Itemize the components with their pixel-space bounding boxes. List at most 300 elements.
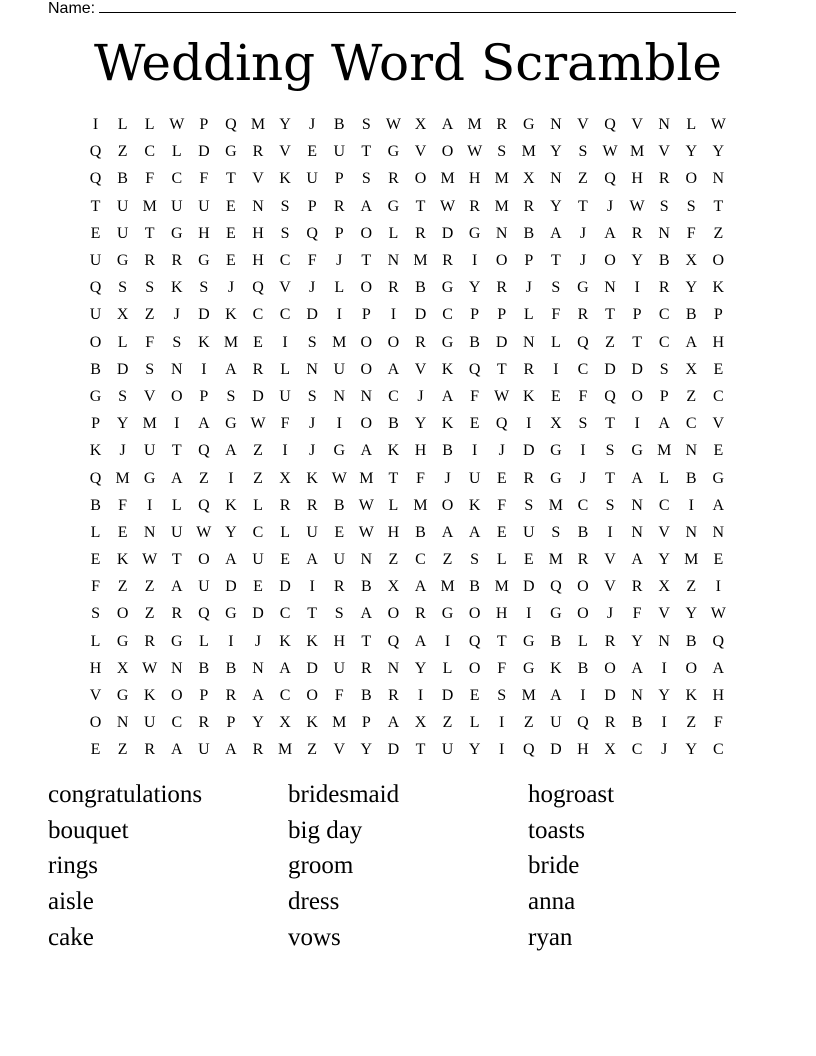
grid-letter: O [387, 605, 400, 623]
grid-letter: N [550, 116, 562, 134]
grid-letter: B [415, 279, 426, 297]
grid-letter: I [499, 714, 505, 732]
grid-letter: S [605, 496, 615, 514]
grid-letter: T [90, 197, 101, 215]
grid-letter: C [279, 252, 291, 270]
name-label: Name: [48, 0, 96, 17]
grid-letter: I [201, 360, 207, 378]
grid-letter: Y [685, 279, 698, 297]
grid-letter: I [553, 360, 559, 378]
grid-letter: N [604, 279, 616, 297]
grid-letter: A [685, 333, 698, 351]
grid-letter: Q [604, 170, 616, 188]
grid-letter: Q [89, 170, 102, 188]
grid-letter: K [306, 469, 318, 487]
grid-letter: P [497, 306, 507, 324]
grid-letter: A [170, 741, 183, 759]
grid-letter: R [144, 741, 156, 759]
grid-letter: Y [360, 741, 373, 759]
grid-letter: F [199, 170, 209, 188]
grid-letter: Q [577, 714, 589, 732]
grid-letter: C [713, 387, 724, 405]
grid-letter: Z [117, 578, 128, 596]
grid-letter: O [387, 333, 400, 351]
grid-letter: G [550, 605, 562, 623]
grid-letter: Z [144, 578, 155, 596]
grid-letter: L [550, 333, 561, 351]
grid-letter: S [497, 687, 507, 705]
grid-letter: D [198, 306, 210, 324]
grid-letter: Z [117, 741, 128, 759]
grid-letter: S [145, 279, 155, 297]
grid-letter: C [631, 741, 643, 759]
grid-letter: I [471, 252, 478, 270]
grid-letter: F [551, 306, 561, 324]
grid-letter: S [497, 143, 507, 161]
grid-letter: U [116, 197, 129, 215]
grid-letter: L [280, 523, 290, 541]
grid-letter: T [307, 605, 318, 623]
grid-letter: J [309, 116, 316, 134]
grid-letter: R [388, 170, 399, 188]
grid-letter: J [309, 279, 316, 297]
grid-letter: D [306, 306, 318, 324]
grid-letter: O [306, 687, 318, 705]
grid-letter: G [631, 442, 643, 460]
grid-letter: K [225, 306, 237, 324]
grid-letter: B [523, 224, 535, 242]
grid-letter: W [385, 116, 401, 134]
grid-letter: T [361, 632, 372, 650]
grid-letter: T [578, 197, 588, 215]
grid-letter: V [89, 687, 102, 705]
grid-letter: H [387, 523, 400, 541]
grid-letter: O [468, 659, 481, 677]
grid-letter: E [90, 741, 101, 759]
grid-letter: K [550, 659, 562, 677]
grid-letter: I [526, 605, 532, 623]
grid-letter: C [171, 714, 183, 732]
grid-letter: Q [198, 442, 210, 460]
grid-letter: D [252, 605, 264, 623]
grid-letter: H [198, 224, 210, 242]
grid-letter: F [632, 605, 642, 623]
grid-letter: H [577, 741, 589, 759]
grid-letter: I [336, 306, 342, 324]
grid-letter: Z [442, 551, 453, 569]
grid-letter: A [712, 659, 725, 677]
grid-letter: O [441, 496, 454, 514]
grid-letter: R [658, 170, 670, 188]
grid-letter: M [521, 687, 536, 705]
grid-letter: B [658, 252, 670, 270]
grid-letter: K [523, 387, 535, 405]
grid-letter: E [253, 578, 263, 596]
grid-letter: S [551, 279, 561, 297]
grid-letter: K [279, 170, 291, 188]
grid-letter: D [631, 360, 643, 378]
grid-letter: P [524, 252, 534, 270]
grid-letter: B [685, 632, 697, 650]
grid-letter: V [631, 116, 643, 134]
grid-letter: K [468, 496, 481, 514]
grid-letter: G [116, 252, 129, 270]
grid-letter: R [442, 252, 453, 270]
grid-letter: J [417, 387, 424, 405]
grid-letter: E [90, 224, 101, 242]
grid-letter: V [252, 170, 264, 188]
grid-letter: T [605, 306, 615, 324]
grid-letter: P [361, 306, 371, 324]
grid-letter: N [631, 687, 643, 705]
grid-letter: N [333, 387, 346, 405]
grid-letter: E [469, 687, 480, 705]
grid-letter: U [333, 659, 346, 677]
grid-letter: S [172, 333, 182, 351]
grid-letter: C [171, 170, 183, 188]
grid-letter: R [171, 605, 183, 623]
grid-letter: A [360, 442, 373, 460]
grid-letter: W [602, 143, 618, 161]
grid-letter: F [470, 387, 480, 405]
grid-letter: O [116, 605, 129, 623]
grid-letter: H [468, 170, 481, 188]
grid-letter: F [416, 469, 425, 487]
grid-letter: Y [252, 714, 264, 732]
word-list-item: vows [288, 923, 341, 951]
grid-letter: Q [89, 469, 102, 487]
grid-letter: S [307, 387, 317, 405]
grid-letter: H [712, 333, 725, 351]
grid-letter: G [577, 279, 589, 297]
grid-letter: W [629, 197, 645, 215]
grid-letter: T [415, 741, 426, 759]
name-field [48, 0, 736, 19]
grid-letter: I [499, 741, 505, 759]
grid-letter: M [467, 116, 482, 134]
grid-letter: A [550, 687, 562, 705]
grid-letter: I [228, 632, 234, 650]
grid-letter: V [414, 143, 427, 161]
grid-letter: P [659, 387, 669, 405]
grid-letter: P [632, 306, 642, 324]
grid-letter: O [685, 170, 698, 188]
grid-letter: A [441, 387, 454, 405]
grid-letter: X [550, 415, 562, 433]
word-list-item: toasts [528, 816, 585, 844]
grid-letter: W [710, 605, 726, 623]
grid-letter: N [360, 551, 373, 569]
grid-letter: L [253, 496, 263, 514]
grid-letter: S [280, 197, 290, 215]
grid-row [82, 111, 732, 138]
grid-row [82, 655, 732, 682]
grid-letter: J [444, 469, 451, 487]
grid-letter: O [577, 578, 589, 596]
grid-letter: A [387, 714, 400, 732]
grid-letter: Q [252, 279, 264, 297]
grid-letter: G [387, 197, 400, 215]
grid-letter: D [225, 578, 237, 596]
grid-letter: D [604, 687, 616, 705]
grid-letter: N [685, 442, 698, 460]
grid-letter: B [117, 170, 128, 188]
grid-letter: M [142, 197, 157, 215]
grid-letter: K [116, 551, 129, 569]
grid-letter: C [658, 306, 670, 324]
grid-letter: R [604, 632, 616, 650]
grid-letter: S [199, 279, 209, 297]
grid-letter: T [171, 551, 182, 569]
grid-letter: G [387, 143, 400, 161]
grid-letter: A [604, 224, 616, 242]
grid-letter: Y [658, 551, 670, 569]
grid-letter: A [414, 632, 427, 650]
grid-row [82, 301, 732, 328]
grid-letter: X [279, 714, 291, 732]
grid-letter: D [523, 442, 535, 460]
grid-letter: I [444, 632, 451, 650]
grid-letter: W [440, 197, 456, 215]
grid-letter: T [605, 415, 615, 433]
grid-letter: W [250, 415, 266, 433]
grid-letter: U [333, 360, 346, 378]
grid-row [82, 600, 732, 627]
grid-letter: R [415, 605, 426, 623]
grid-letter: B [333, 496, 345, 514]
grid-letter: Q [225, 116, 237, 134]
grid-letter: S [361, 170, 371, 188]
grid-letter: Y [631, 252, 643, 270]
grid-letter: S [307, 333, 317, 351]
grid-letter: Z [523, 714, 534, 732]
grid-letter: U [441, 741, 454, 759]
grid-letter: S [145, 360, 155, 378]
grid-letter: E [90, 551, 101, 569]
grid-letter: A [631, 659, 643, 677]
grid-letter: O [89, 714, 102, 732]
grid-letter: G [333, 442, 346, 460]
grid-letter: D [414, 306, 427, 324]
grid-letter: U [468, 469, 481, 487]
grid-letter: K [306, 632, 318, 650]
grid-letter: K [441, 415, 454, 433]
grid-letter: R [658, 279, 670, 297]
grid-letter: N [170, 659, 183, 677]
grid-letter: I [228, 469, 234, 487]
grid-letter: S [659, 360, 669, 378]
grid-letter: J [606, 605, 614, 623]
grid-row [82, 628, 732, 655]
grid-letter: W [169, 116, 185, 134]
grid-letter: Z [144, 306, 155, 324]
grid-letter: A [441, 523, 454, 541]
grid-letter: R [523, 197, 535, 215]
grid-letter: Q [604, 116, 616, 134]
grid-letter: T [496, 360, 507, 378]
grid-letter: X [414, 714, 427, 732]
grid-letter: A [170, 469, 183, 487]
grid-letter: M [413, 496, 428, 514]
grid-letter: D [116, 360, 129, 378]
grid-letter: Y [685, 605, 698, 623]
grid-letter: H [333, 632, 346, 650]
grid-letter: U [143, 714, 156, 732]
grid-letter: F [145, 333, 155, 351]
grid-letter: Z [307, 741, 318, 759]
grid-letter: R [252, 360, 264, 378]
grid-letter: J [309, 415, 316, 433]
grid-letter: K [685, 687, 698, 705]
grid-letter: O [360, 360, 373, 378]
grid-letter: W [358, 523, 374, 541]
grid-letter: U [198, 197, 210, 215]
grid-letter: M [332, 714, 347, 732]
grid-letter: I [92, 116, 99, 134]
grid-letter: R [631, 224, 643, 242]
grid-letter: I [282, 442, 288, 460]
grid-letter: E [253, 333, 263, 351]
grid-letter: P [713, 306, 723, 324]
grid-letter: R [604, 714, 616, 732]
grid-letter: I [147, 496, 153, 514]
grid-letter: J [119, 442, 126, 460]
grid-letter: N [495, 224, 508, 242]
grid-letter: N [116, 714, 129, 732]
grid-letter: Y [658, 687, 670, 705]
grid-letter: S [470, 551, 480, 569]
grid-letter: N [306, 360, 318, 378]
grid-letter: R [469, 197, 480, 215]
grid-letter: P [226, 714, 236, 732]
grid-letter: E [713, 442, 724, 460]
grid-letter: C [713, 741, 724, 759]
grid-letter: B [577, 659, 589, 677]
grid-letter: C [658, 496, 670, 514]
grid-letter: L [496, 551, 507, 569]
grid-letter: B [685, 469, 697, 487]
grid-letter: V [143, 387, 156, 405]
grid-letter: Z [686, 578, 697, 596]
grid-letter: R [631, 578, 643, 596]
grid-letter: C [658, 333, 670, 351]
word-list-item: aisle [48, 888, 94, 916]
grid-letter: B [388, 415, 399, 433]
grid-letter: G [550, 442, 562, 460]
grid-letter: S [226, 387, 236, 405]
word-list-item: groom [288, 852, 354, 880]
word-list-item: ryan [528, 923, 573, 951]
grid-letter: O [170, 387, 183, 405]
grid-letter: Q [577, 333, 589, 351]
grid-letter: O [495, 252, 508, 270]
grid-letter: H [712, 687, 725, 705]
grid-letter: F [307, 252, 317, 270]
grid-letter: S [280, 224, 290, 242]
grid-letter: Y [550, 197, 562, 215]
grid-letter: T [496, 632, 507, 650]
grid-letter: Z [442, 714, 453, 732]
grid-letter: B [550, 632, 562, 650]
grid-letter: J [336, 252, 343, 270]
grid-letter: I [282, 333, 288, 351]
grid-letter: A [441, 116, 454, 134]
grid-letter: W [494, 387, 510, 405]
grid-letter: T [388, 469, 399, 487]
grid-letter: V [414, 360, 427, 378]
grid-letter: H [414, 442, 427, 460]
grid-letter: E [226, 197, 236, 215]
grid-letter: O [360, 415, 373, 433]
grid-letter: L [90, 523, 101, 541]
grid-letter: E [226, 224, 236, 242]
grid-letter: W [142, 551, 158, 569]
grid-letter: Y [685, 741, 698, 759]
grid-letter: Y [631, 632, 643, 650]
grid-letter: E [469, 415, 480, 433]
grid-letter: Q [306, 224, 318, 242]
grid-letter: C [415, 551, 426, 569]
grid-letter: J [579, 469, 587, 487]
grid-letter: V [279, 279, 291, 297]
grid-letter: I [417, 687, 424, 705]
grid-letter: K [712, 279, 725, 297]
grid-letter: Q [604, 387, 616, 405]
grid-letter: K [89, 442, 102, 460]
grid-letter: E [496, 523, 507, 541]
grid-letter: L [388, 224, 399, 242]
grid-letter: L [388, 496, 399, 514]
grid-letter: S [686, 197, 696, 215]
grid-letter: P [199, 116, 209, 134]
grid-letter: M [548, 496, 563, 514]
grid-letter: Q [495, 415, 508, 433]
grid-row [82, 356, 732, 383]
grid-letter: L [686, 116, 697, 134]
grid-letter: J [254, 632, 262, 650]
grid-letter: V [658, 605, 670, 623]
grid-letter: C [388, 387, 399, 405]
grid-letter: Z [578, 170, 588, 188]
grid-letter: I [661, 714, 667, 732]
grid-letter: B [360, 578, 372, 596]
grid-letter: M [142, 415, 157, 433]
grid-letter: R [333, 197, 345, 215]
grid-letter: I [526, 415, 532, 433]
grid-letter: Y [685, 143, 698, 161]
grid-letter: G [441, 279, 454, 297]
grid-letter: Y [468, 741, 481, 759]
grid-row [82, 492, 732, 519]
grid-letter: P [91, 415, 100, 433]
grid-row [82, 193, 732, 220]
grid-letter: T [415, 197, 426, 215]
grid-letter: U [306, 170, 318, 188]
grid-letter: A [631, 469, 643, 487]
grid-letter: S [118, 279, 128, 297]
grid-letter: T [361, 143, 372, 161]
grid-letter: M [494, 197, 509, 215]
grid-letter: K [387, 442, 400, 460]
grid-letter: A [170, 578, 183, 596]
grid-letter: I [607, 523, 613, 541]
grid-letter: L [442, 659, 453, 677]
grid-letter: O [631, 387, 643, 405]
grid-letter: L [523, 306, 534, 324]
grid-letter: R [360, 659, 372, 677]
grid-letter: A [279, 659, 291, 677]
grid-letter: P [199, 687, 209, 705]
